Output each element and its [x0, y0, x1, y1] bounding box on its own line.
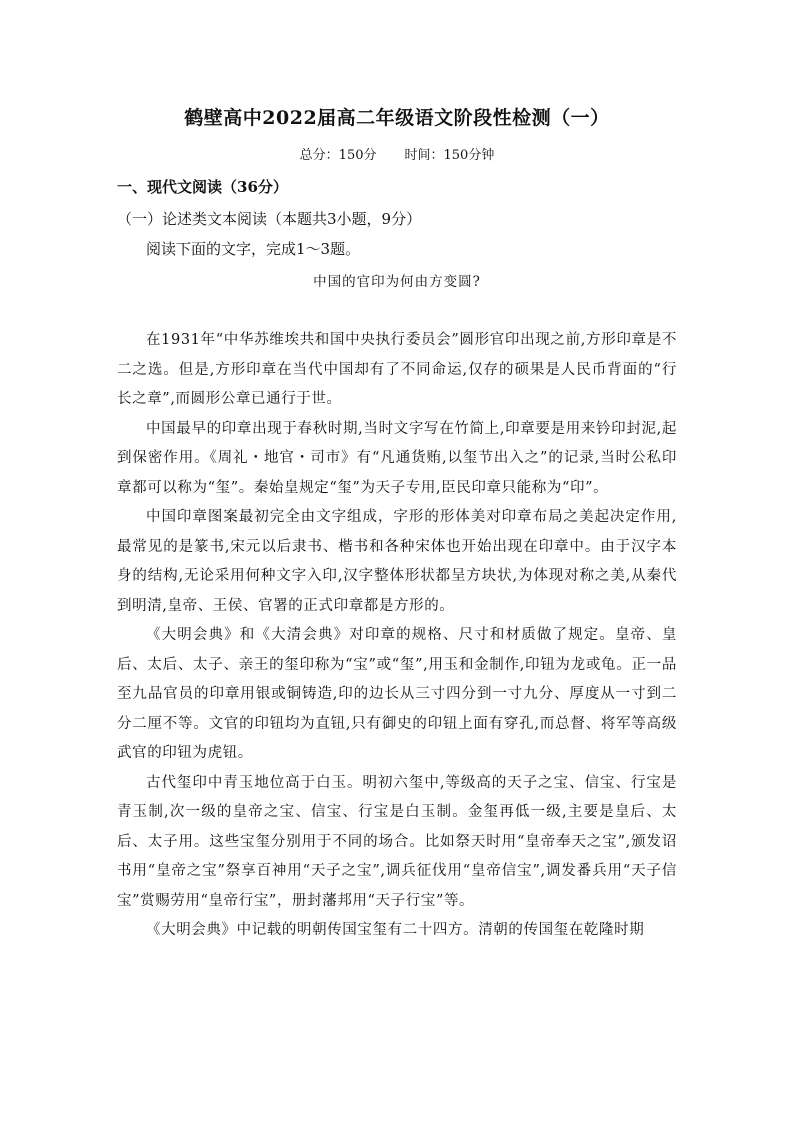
total-score: 总分：150分: [299, 148, 377, 163]
reading-instruction: 阅读下面的文字，完成1～3题。: [146, 240, 361, 258]
paragraph: 《大明会典》中记载的明朝传国宝玺有二十四方。清朝的传国玺在乾隆时期: [146, 922, 645, 938]
section-heading: 一、现代文阅读（36分）: [117, 178, 288, 196]
subsection-heading: （一）论述类文本阅读（本题共3小题，9分）: [117, 210, 422, 228]
paragraph: 在1931年“中华苏维埃共和国中央执行委员会”圆形官印出现之前,方形印章是不二之选。但是,方形印章在当代中国却有了不同命运,仅存的硕果是人民币背面的“行长之章”,而圆形公章已通行于世。: [117, 332, 677, 407]
article-body: [117, 326, 677, 946]
exam-title: 鹤壁高中2022届高二年级语文阶段性检测（一）: [184, 107, 610, 129]
paragraph: 古代玺印中青玉地位高于白玉。明初六玺中,等级高的天子之宝、信宝、行宝是青玉制,次一级的皇帝之宝、信宝、行宝是白玉制。金玺再低一级,主要是皇后、太后、太子用。这些宝玺分别用于不同的场合。比如祭天时用“皇帝奉天之宝”,颁发诏书用“皇帝之宝”祭享百神用“天子之宝”,调兵征伐用“皇帝信宝”,调发番兵用“天子信宝”赏赐劳用“皇帝行宝”，册封藩邦用“天子行宝”等。: [117, 774, 677, 909]
paragraph: 中国最早的印章出现于春秋时期,当时文字写在竹简上,印章要是用来钤印封泥,起到保密作用。《周礼・地官・司市》有“凡通货贿,以玺节出入之”的记录,当时公私印章都可以称为“玺”。秦始皇规定“玺”为天子专用,臣民印章只能称为“印”。: [117, 420, 677, 496]
exam-meta: [0, 144, 794, 163]
exam-time: 时间：150分钟: [404, 148, 495, 163]
article-title: 中国的官印为何由方变圆?: [313, 274, 481, 290]
paragraph: 《大明会典》和《大清会典》对印章的规格、尺寸和材质做了规定。皇帝、皇后、太后、太子、亲王的玺印称为“宝”或“玺”,用玉和金制作,印钮为龙或龟。正一品至九品官员的印章用银或铜铸造,印的边长从三寸四分到一寸九分、厚度从一寸到二分二厘不等。文官的印钮均为直钮,只有御史的印钮上面有穿孔,而总督、将军等高级武官的印钮为虎钮。: [117, 627, 677, 761]
paragraph: 中国印章图案最初完全由文字组成，字形的形体美对印章布局之美起决定作用,最常见的是篆书,宋元以后隶书、楷书和各种宋体也开始出现在印章中。由于汉字本身的结构,无论采用何种文字入印,汉字整体形状都呈方块状,为体现对称之美,从秦代到明清,皇帝、王侯、官署的正式印章都是方形的。: [117, 509, 677, 614]
